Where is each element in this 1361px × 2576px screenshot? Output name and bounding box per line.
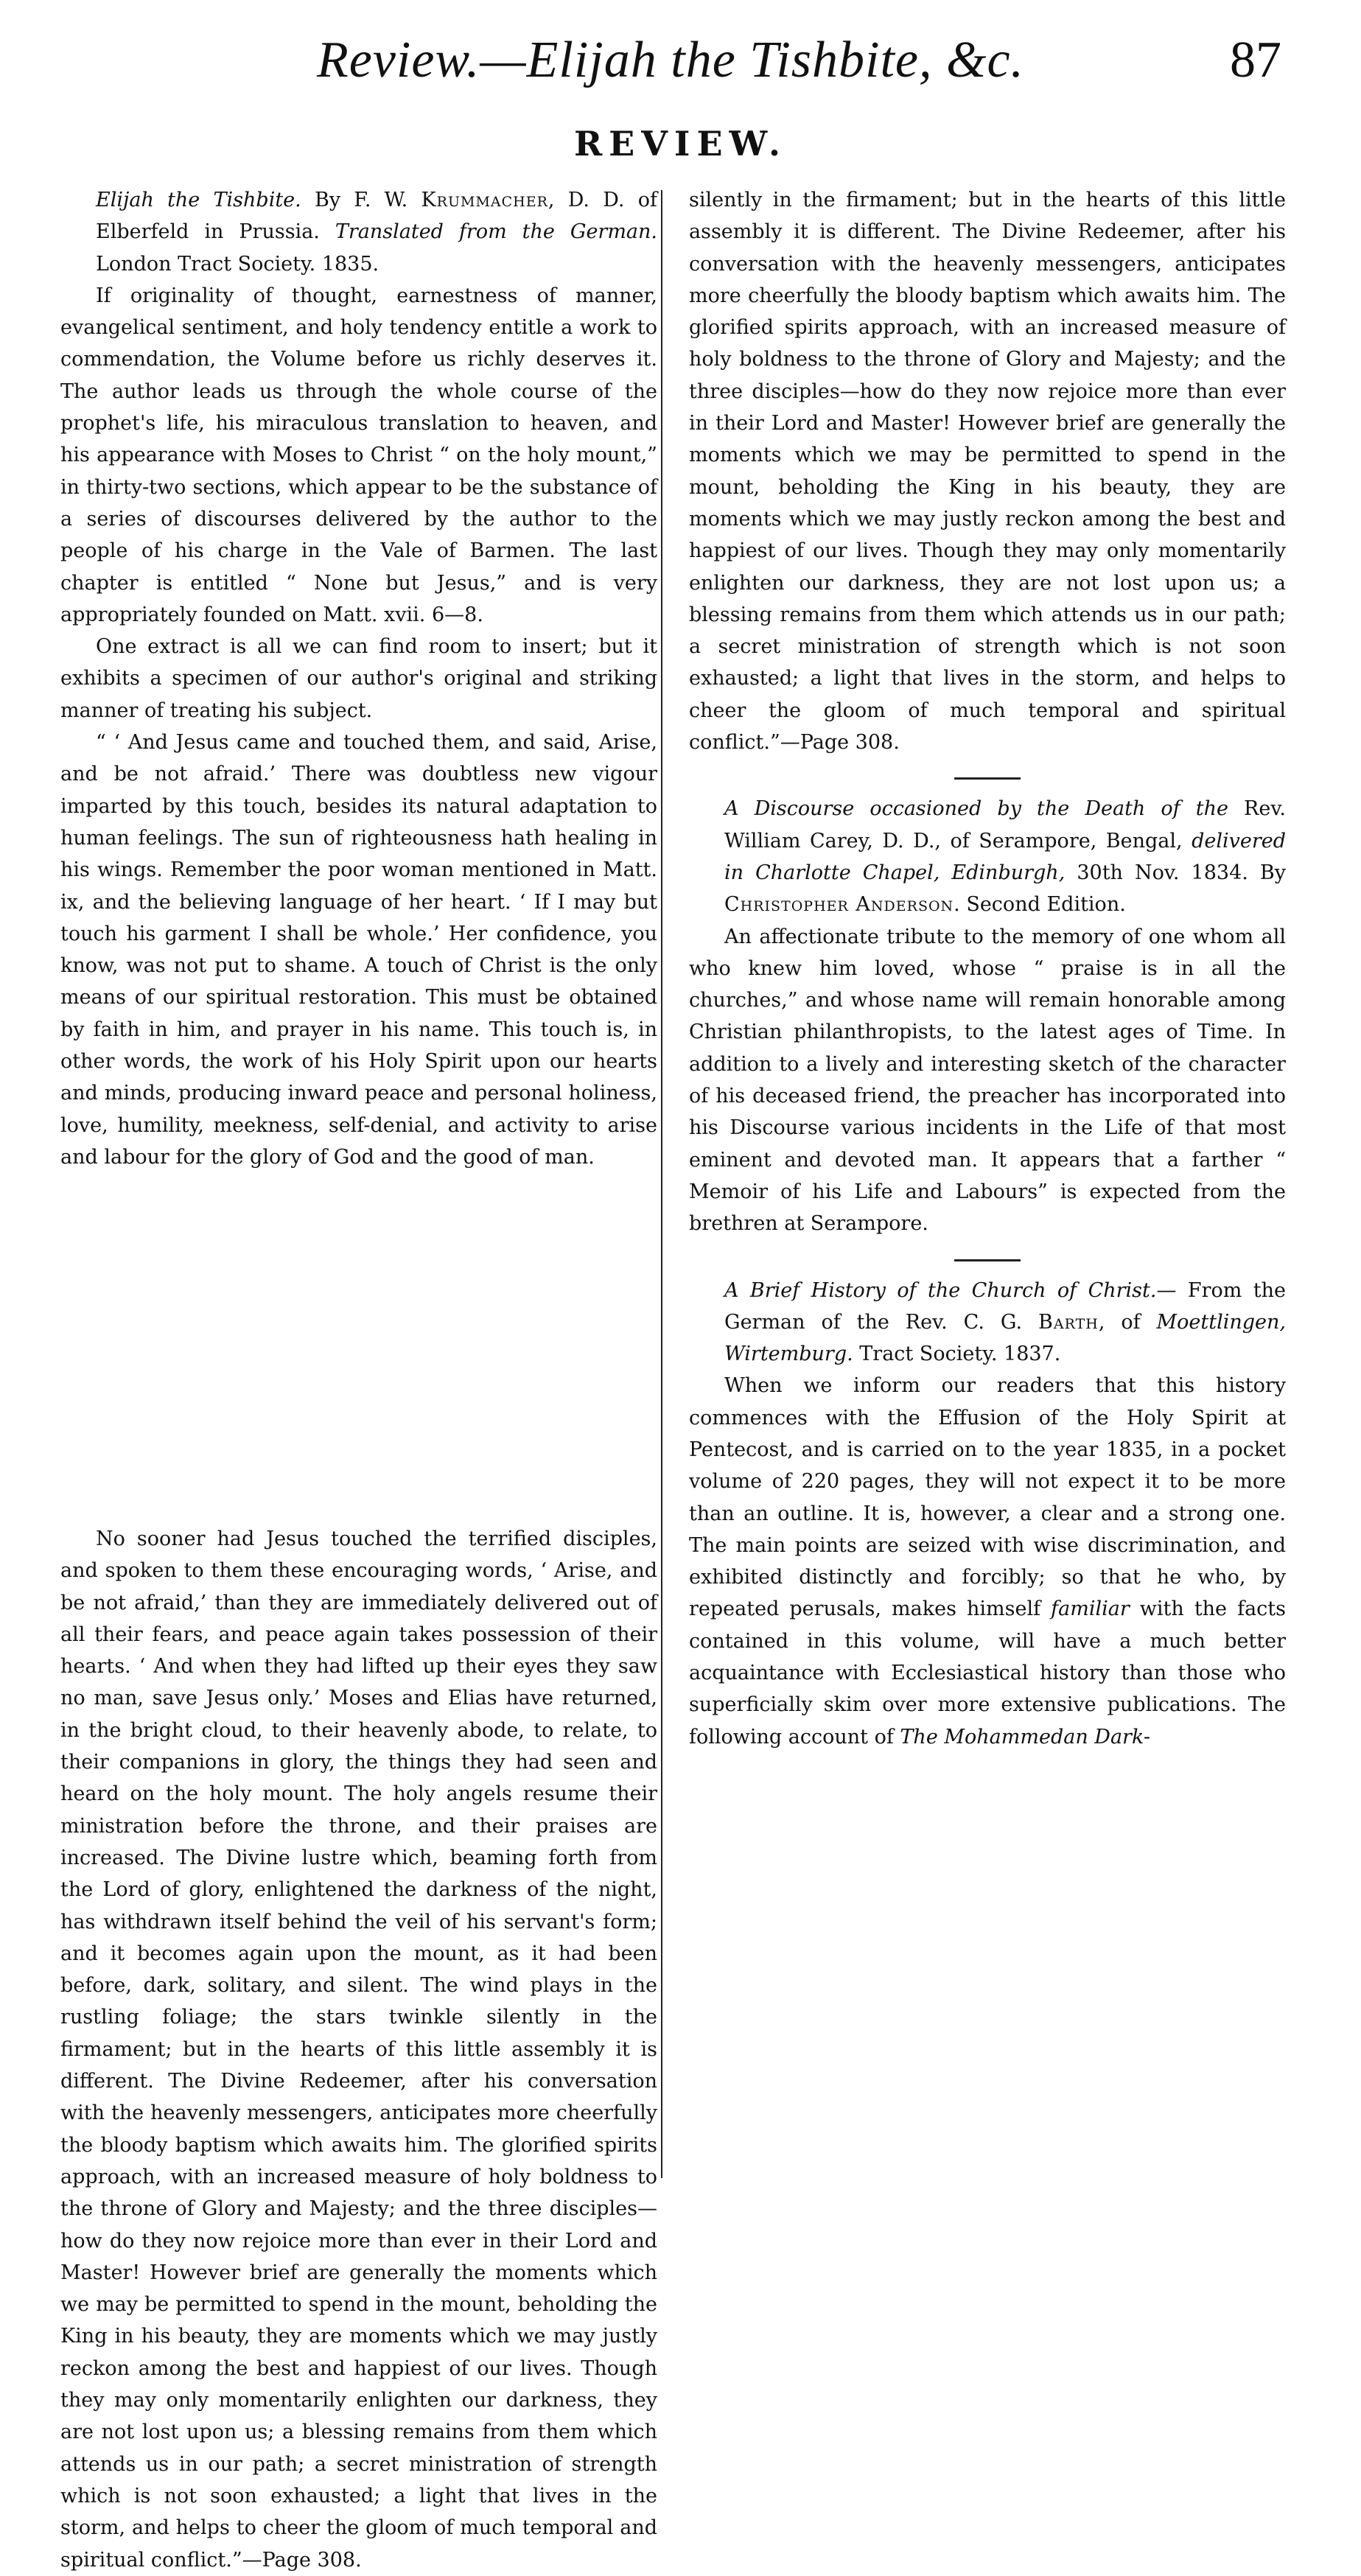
review-paragraph: One extract is all we can find room to insert; but it exhibits a specimen of our author's original and striking manner of treating his subject. <box>60 635 657 722</box>
paragraph-text: When we inform our readers that this history commences with the Effusion of the Holy Spirit at Pentecost, and is carried on to the year 1835, in a pocket volume of 220 pages, they will not expect it to be more than an outline. It is, however, a clear and a strong one. The main points are seized with wise discrimination, and exhibited distinctly and forcibly; so that he who, by repeated perusals, makes himself <box>689 1374 1286 1621</box>
translation-note: Translated from the German. <box>335 220 657 244</box>
venue: delivered in Charlotte Chapel, Edinburgh, <box>724 829 1286 884</box>
work-title: The Mohammedan Dark- <box>900 1725 1150 1749</box>
place: Moettlingen, Wirtemburg. <box>724 1310 1286 1366</box>
left-column-continued <box>60 1523 657 2572</box>
section-heading: REVIEW. <box>573 124 788 164</box>
separator-rule <box>954 777 1021 780</box>
quoted-extract: “ ‘ And Jesus came and touched them, and said, Arise, and be not afraid.’ There was doubtless new vigour imparted by this touch, besides its natural adaptation to human feelings. The sun of righteousness hath healing in his wings. Remember the poor woman mentioned in Matt. ix, and the believing language of her heart. ‘ If I may but touch his garment I shall be whole.’ Her confidence, you know, was not put to shame. A touch of Christ is the only means of our spiritual restoration. This must be obtained by faith in him, and prayer in his name. This touch is, in other words, the work of his Holy Spirit upon our hearts and minds, producing inward peace and personal holiness, love, humility, meekness, self-denial, and activity to arise and labour for the glory of God and the good of man. <box>60 731 657 1169</box>
source-info: From the German of the Rev. C. G. <box>724 1278 1286 1334</box>
review-heading-elijah <box>60 184 657 280</box>
emphasis: familiar <box>1051 1597 1130 1621</box>
of-text: , of <box>1098 1310 1157 1334</box>
review-paragraph: An affectionate tribute to the memory of one whom all who knew him loved, whose “ praise is in all the churches,” and whose name will remain honorable among Christian philanthropists, to the latest ages of Time. In addition to a lively and interesting sketch of the character of his deceased friend, the preacher has incorporated into his Discourse various incidents in the Life of that most eminent and devoted man. It appears that a farther “ Memoir of his Life and Labours” is expected from the brethren at Serampore. <box>689 925 1286 1236</box>
author-name: Krummacher <box>421 189 548 211</box>
review-heading-carey <box>689 793 1286 920</box>
subject-info: Rev. William Carey, D. D., of Serampore, Bengal, <box>724 797 1286 853</box>
edition: . Second Edition. <box>954 893 1126 917</box>
review-heading-church-history <box>689 1275 1286 1371</box>
book-title: A Discourse occasioned by the Death of the <box>724 797 1228 821</box>
quoted-extract-long: No sooner had Jesus touched the terrified disciples, and spoken to them these encouraging words, ‘ Arise, and be not afraid,’ than they are immediately delivered out of all their fears, and peace again takes possession of their hearts. ‘ And when they had lifted up their eyes they saw no man, save Jesus only.’ Moses and Elias have returned, in the bright cloud, to their heavenly abode, to relate, to their companions in glory, the things they had seen and heard on the holy mount. The holy angels resume their ministration before the throne, and their praises are increased. The Divine lustre which, beaming forth from the Lord of glory, enlightened the darkness of the night, has withdrawn itself behind the veil of his servant's form; and it becomes again upon the mount, as it had been before, dark, solitary, and silent. The wind plays in the rustling foliage; the stars twinkle silently in the firmament; but in the hearts of this little assembly it is different. The Divine Redeemer, after his conversation with the heavenly messengers, anticipates more cheerfully the bloody baptism which awaits him. The glorified spirits approach, with an increased measure of holy boldness to the throne of Glory and Majesty; and the three disciples—how do they now rejoice more than ever in their Lord and Master! However brief are generally the moments which we may be permitted to spend in the mount, beholding the King in his beauty, they are moments which we may justly reckon among the best and happiest of our lives. Though they may only momentarily enlighten our darkness, they are not lost upon us; a blessing remains from them which attends us in our path; a secret ministration of strength which is not soon exhausted; a light that lives in the storm, and helps to cheer the gloom of much temporal and spiritual conflict.”—Page 308. <box>60 1527 657 2572</box>
book-title: A Brief History of the Church of Christ.— <box>724 1278 1177 1302</box>
left-column <box>60 184 657 1173</box>
date-info: 30th Nov. 1834. By <box>1065 861 1286 884</box>
author-name: Barth <box>1038 1310 1099 1334</box>
byline: By F. W. <box>314 189 421 211</box>
review-paragraph: If originality of thought, earnestness of manner, evangelical sentiment, and holy tendency entitle a work to commendation, the Volume before us richly deserves it. The author leads us through the whole course of the prophet's life, his miraculous translation to heaven, and his appearance with Moses to Christ “ on the holy mount,” in thirty-two sections, which appear to be the substance of a series of discourses delivered by the author to the people of his charge in the Vale of Barmen. The last chapter is entitled “ None but Jesus,” and is very appropriately founded on Matt. xvii. 6—8. <box>60 284 657 626</box>
page-number: 87 <box>1230 32 1281 88</box>
separator-rule <box>954 1259 1021 1261</box>
column-divider <box>661 190 662 2178</box>
paragraph-text: with the facts contained in this volume, will have a much better acquaintance with Ecclesiastical history than those who superficially skim over more extensive publications. The following account of <box>689 1597 1286 1749</box>
author-name: Christopher Anderson <box>724 893 954 917</box>
right-column <box>689 184 1286 2181</box>
book-title: Elijah the Tishbite. <box>96 189 301 211</box>
running-title: Review.—Elijah the Tishbite, &c. <box>317 32 1025 88</box>
publisher-info: London Tract Society. 1835. <box>96 252 379 276</box>
credentials: , D. D. of Elberfeld in Prussia. <box>96 189 657 244</box>
review-paragraph <box>689 1370 1286 1753</box>
quoted-extract-continuation: silently in the firmament; but in the hearts of this little assembly it is different. The Divine Redeemer, after his conversation with the heavenly messengers, anticipates more cheerfully the bloody baptism which awaits him. The glorified spirits approach, with an increased measure of holy boldness to the throne of Glory and Majesty; and the three disciples—how do they now rejoice more than ever in their Lord and Master! However brief are generally the moments which we may be permitted to spend in the mount, beholding the King in his beauty, they are moments which we may justly reckon among the best and happiest of our lives. Though they may only momentarily enlighten our darkness, they are not lost upon us; a blessing remains from them which attends us in our path; a secret ministration of strength which is not soon exhausted; a light that lives in the storm, and helps to cheer the gloom of much temporal and spiritual conflict.”—Page 308. <box>689 189 1286 755</box>
running-head <box>0 24 1361 105</box>
publisher-info: Tract Society. 1837. <box>853 1343 1061 1366</box>
